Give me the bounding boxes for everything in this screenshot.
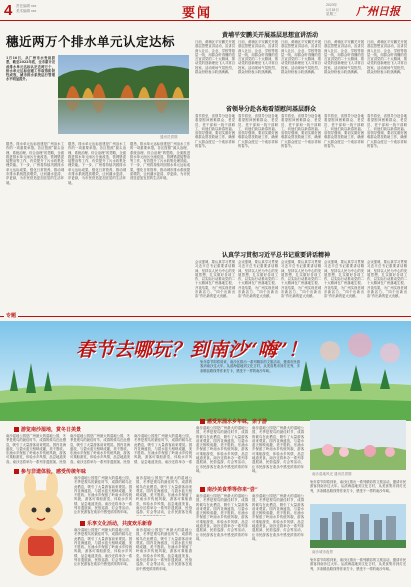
article3-col3: 春节将至，省领导分赴各地看望慰问困难群众、老党员、老干部和一线干部职工，向他们致以新春祝福。省领导强调，要切实做好困难群众帮扶救助工作，确保广大群众度过一个欢乐祥和的春节。	[281, 114, 321, 149]
article1-lead: 1月16日，从广州市水务局获悉，截至2022年底，全市累计完成排水单元达标认定近两万个，排水单元达标创建工作取得阶段性成效，城市排水系统运行管理水平明显提升。	[6, 56, 55, 82]
bullet-icon	[14, 469, 19, 474]
editor-info: 责任编辑 xxx 美术编辑 xxx	[16, 4, 37, 13]
feature-sub-heading-3: 乐享文化活动，共度欢乐新春	[80, 520, 152, 527]
feature-sub-heading-1: 游览南沙湿地，赏冬日美景	[14, 426, 81, 433]
article2-col4: 日前，黄埔区平安鹏关开展基层思想宣讲活动，宣讲员深入社区、企业、学校等基层一线，用群众听得懂的语言宣讲党的二十大精神，推动党的创新理论飞入寻常百姓家。活动现场气氛热烈，群众纷纷表示收获满满。	[324, 40, 364, 75]
article3-col4: 春节将至，省领导分赴各地看望慰问困难群众、老党员、老干部和一线干部职工，向他们致以新春祝福。省领导强调，要切实做好困难群众帮扶救助工作，确保广大群众度过一个欢乐祥和的春节。	[324, 114, 364, 149]
article2-col2: 日前，黄埔区平安鹏关开展基层思想宣讲活动，宣讲员深入社区、企业、学校等基层一线，用群众听得懂的语言宣讲党的二十大精神，推动党的创新理论飞入寻常百姓家。活动现场气氛热烈，群众纷纷表示收获满满。	[238, 40, 278, 75]
feature-col-b2: 南沙湿地公园是广州最大的湿地公园，冬季是观鸟的最佳时节，成群的候鸟在此栖息，吸引了大量游客前来观赏。园内花海盛放，与碧水蓝天相映成趣，美不胜收。东涌水乡保留了岭南水乡传统风貌，游客可乘船游览，体验水乡风情，品尝地道美食。南沙还将举办一系列非遗展演、民俗巡游、灯会等活动，让市民游客在欢	[136, 476, 192, 515]
feature-sub-heading-4: 感受东涌水乡年味，亲子游	[200, 418, 267, 425]
bullet-icon	[80, 521, 85, 526]
feature-col-f2: 兔年春节即将到来，南沙区推出一系列精彩的文旅活动，邀请市民游客到南沙过大年。从滨海湿地到文化古村，从美食集市到灯光秀，多条精品路线等你来打卡，感受不一样的南沙年味。	[310, 558, 406, 571]
river-park-photo	[58, 55, 189, 134]
feature-col-f1: 兔年春节即将到来，南沙区推出一系列精彩的文旅活动，邀请市民游客到南沙过大年。从滨海湿地到文化古村，从美食集市到灯光秀，多条精品路线等你来打卡，感受不一样的南沙年味。	[310, 480, 406, 493]
bullet-icon	[200, 419, 205, 424]
section-title: 要闻	[182, 6, 213, 21]
photo-credit: 通讯员供图	[160, 135, 178, 139]
page-header	[0, 0, 411, 21]
feature-title: 春节去哪玩？到南沙“嗨”！	[76, 339, 307, 361]
page-number: 4	[4, 2, 13, 19]
article2-col5: 日前，黄埔区平安鹏关开展基层思想宣讲活动，宣讲员深入社区、企业、学校等基层一线，用群众听得懂的语言宣讲党的二十大精神，推动党的创新理论飞入寻常百姓家。活动现场气氛热烈，群众纷纷表示收获满满。	[367, 40, 407, 75]
feature-tag: 专题	[6, 313, 17, 319]
feature-col-a1: 南沙湿地公园是广州最大的湿地公园，冬季是观鸟的最佳时节，成群的候鸟在此栖息，吸引了大量游客前来观赏。园内花海盛放，与碧水蓝天相映成趣，美不胜收。东涌水乡保留了岭南水乡传统风貌，游客可乘船游览，体验水乡风情，品尝地道美食。南沙还将举办一系列非遗展演、民俗	[6, 434, 66, 464]
section-divider	[0, 316, 411, 317]
feature-col-b1: 南沙湿地公园是广州最大的湿地公园，冬季是观鸟的最佳时节，成群的候鸟在此栖息，吸引了大量游客前来观赏。园内花海盛放，与碧水蓝天相映成趣，美不胜收。东涌水乡保留了岭南水乡传统风貌，游客可乘船游览，体验水乡风情，品尝地道美食。南沙还将举办一系列非遗展演、民俗巡游、灯会等活动，让市民游客在欢乐中感受浓浓的年味。	[74, 476, 132, 515]
feature-col-c2: 南沙湿地公园是广州最大的湿地公园，冬季是观鸟的最佳时节，成群的候鸟在此栖息，吸引了大量游客前来观赏。园内花海盛放，与碧水蓝天相映成趣，美不胜收。东涌水乡保留了岭南水乡传统风貌，游客可乘船游览，体验水乡风情，品尝地道美食。南沙还将举办一系列非遗展演、民俗巡游、灯会等活动，让市民游客在欢乐中感受浓浓的年味。	[136, 528, 192, 571]
article3-col2: 春节将至，省领导分赴各地看望慰问困难群众、老党员、老干部和一线干部职工，向他们致以新春祝福。省领导强调，要切实做好困难群众帮扶救助工作，确保广大群众度过一个欢乐祥和的春节。	[238, 114, 278, 149]
newspaper-logo: 广州日报	[356, 5, 400, 18]
article2-title: 黄埔平安鹏关开展基层思想宣讲活动	[222, 32, 319, 39]
date-info: 2023年 1月18日 星期三	[326, 3, 339, 16]
rabbit-mascot-illustration	[10, 470, 72, 578]
article4-col1: 会议强调，要认真学习贯彻习近平总书记重要讲话精神，坚持以人民为中心的发展思想，扎实做好各项工作，以实际行动推动党的二十大精神在广州落地生根、开花结果，为广州实现老城市新活力、“四个出新出彩”作出新的更大贡献。	[195, 260, 235, 299]
article2-col1: 日前，黄埔区平安鹏关开展基层思想宣讲活动，宣讲员深入社区、企业、学校等基层一线，用群众听得懂的语言宣讲党的二十大精神，推动党的创新理论飞入寻常百姓家。活动现场气氛热烈，群众纷纷表示收获满满。	[195, 40, 235, 75]
article1-col3: 据悉，排水单元达标创建是广州治水工作的一项重要举措。各区按照“源头治理、系统治理、综合治理”的思路，全面推进排水单元雨污分流改造、管网错混接整治等工作，有效提升了污水收集处理效能。下一步，广州将持续巩固排水单元达标成果，强化日常管养，推动城市排水系统提质增效，让河湖水更清、岸更绿，为市民营造更加宜居的生活环境。	[130, 142, 190, 181]
article1-col2: 据悉，排水单元达标创建是广州治水工作的一项重要举措。各区按照“源头治理、系统治理、综合治理”的思路，全面推进排水单元雨污分流改造、管网错混接整治等工作，有效提升了污水收集处理效能。下一步，广州将持续巩固排水单元达标成果，强化日常管养，推动城市排水系统提质增效，让河湖水更清、岸更绿，为市民营造更加宜居的生活环境。	[68, 142, 126, 185]
bullet-icon	[200, 487, 205, 492]
feature-lead: 兔年春节即将到来，南沙区推出一系列精彩的文旅活动，邀请市民游客到南沙过大年。从滨海湿地到文化古村，从美食集市到灯光秀，多条精品路线等你来打卡，感受不一样的南沙年味。	[200, 360, 300, 373]
article3-col5: 春节将至，省领导分赴各地看望慰问困难群众、老党员、老干部和一线干部职工，向他们致以新春祝福。省领导强调，要切实做好困难群众帮扶救助工作，确保广大群众度过一个欢乐祥和的春节。	[367, 114, 407, 149]
article4-col4: 会议强调，要认真学习贯彻习近平总书记重要讲话精神，坚持以人民为中心的发展思想，扎实做好各项工作，以实际行动推动党的二十大精神在广州落地生根、开花结果，为广州实现老城市新活力、“四个出新出彩”作出新的更大贡献。	[324, 260, 364, 299]
feature-col-c1: 南沙湿地公园是广州最大的湿地公园，冬季是观鸟的最佳时节，成群的候鸟在此栖息，吸引了大量游客前来观赏。园内花海盛放，与碧水蓝天相映成趣，美不胜收。东涌水乡保留了岭南水乡传统风貌，游客可乘船游览，体验水乡风情，品尝地道美食。南沙还将举办一系列非遗展演、民俗巡游、灯会等活动，让市民游客在欢乐中感受浓浓的年味。	[74, 528, 132, 567]
article2-col3: 日前，黄埔区平安鹏关开展基层思想宣讲活动，宣讲员深入社区、企业、学校等基层一线，用群众听得懂的语言宣讲党的二十大精神，推动党的创新理论飞入寻常百姓家。活动现场气氛热烈，群众纷纷表示收获满满。	[281, 40, 321, 75]
feature-col-a3: 南沙湿地公园是广州最大的湿地公园，冬季是观鸟的最佳时节，成群的候鸟在此栖息，吸引了大量游客前来观赏。园内花海盛放，与碧水蓝天相映成趣，美不胜收。东涌水乡保留了岭南水乡传统风貌，游客可乘船游览，体验水乡风情，品尝地道美食。南沙还将举办一系	[134, 434, 192, 464]
photo-caption-1: 南沙湿地风光 通讯员供图	[312, 472, 352, 476]
feature-col-e1: 南沙湿地公园是广州最大的湿地公园，冬季是观鸟的最佳时节，成群的候鸟在此栖息，吸引了大量游客前来观赏。园内花海盛放，与碧水蓝天相映成趣，美不胜收。东涌水乡保留了岭南水乡传统风貌，游客可乘船游览，体验水乡风情，品尝地道美食。南沙还将举办一系列非遗展演、民俗巡游、灯会等活动，让市民游客在欢乐中感受浓浓的年味。	[196, 494, 248, 541]
article4-col5: 会议强调，要认真学习贯彻习近平总书记重要讲话精神，坚持以人民为中心的发展思想，扎实做好各项工作，以实际行动推动党的二十大精神在广州落地生根、开花结果，为广州实现老城市新活力、“四个出新出彩”作出新的更大贡献。	[367, 260, 407, 299]
feature-col-e2: 南沙湿地公园是广州最大的湿地公园，冬季是观鸟的最佳时节，成群的候鸟在此栖息，吸引了大量游客前来观赏。园内花海盛放，与碧水蓝天相映成趣，美不胜收。东涌水乡保留了岭南水乡传统风貌，游客可乘船游览，体验水乡风情，品尝地道美食。南沙还将举办一系列非遗展演、民俗巡游、灯会等活动，让市民游客在欢乐中感受浓浓的年味。	[252, 494, 304, 541]
bullet-icon	[14, 427, 19, 432]
feature-sub-heading-5: 南沙美食季等你来“尝”	[200, 486, 258, 493]
article1-title: 穗近两万个排水单元认定达标	[6, 34, 176, 49]
feature-sub-heading-2: 参与非遗体验，感受传统年味	[14, 468, 86, 475]
wetland-photo	[310, 420, 406, 470]
city-photo	[310, 504, 406, 548]
feature-col-d1: 南沙湿地公园是广州最大的湿地公园，冬季是观鸟的最佳时节，成群的候鸟在此栖息，吸引了大量游客前来观赏。园内花海盛放，与碧水蓝天相映成趣，美不胜收。东涌水乡保留了岭南水乡传统风貌，游客可乘船游览，体验水乡风情，品尝地道美食。南沙还将举办一系列非遗展演、民俗巡游、灯会等活动，让市民游客在欢乐中感受浓浓的年味。	[196, 426, 248, 473]
article4-title: 认真学习贯彻习近平总书记重要讲话精神	[222, 252, 331, 259]
feature-col-a2: 南沙湿地公园是广州最大的湿地公园，冬季是观鸟的最佳时节，成群的候鸟在此栖息，吸引了大量游客前来观赏。园内花海盛放，与碧水蓝天相映成趣，美不胜收。东涌水乡保留了岭南水乡传统风貌，游客可乘船游览，体验水乡风情，品尝地道美食。南沙还将举办一系列非遗展演、民俗	[70, 434, 130, 464]
article3-title: 省领导分赴各地看望慰问基层群众	[226, 106, 317, 113]
article4-col2: 会议强调，要认真学习贯彻习近平总书记重要讲话精神，坚持以人民为中心的发展思想，扎实做好各项工作，以实际行动推动党的二十大精神在广州落地生根、开花结果，为广州实现老城市新活力、“四个出新出彩”作出新的更大贡献。	[238, 260, 278, 299]
article1-col1: 据悉，排水单元达标创建是广州治水工作的一项重要举措。各区按照“源头治理、系统治理、综合治理”的思路，全面推进排水单元雨污分流改造、管网错混接整治等工作，有效提升了污水收集处理效能。下一步，广州将持续巩固排水单元达标成果，强化日常管养，推动城市排水系统提质增效，让河湖水更清、岸更绿，为市民营造更加宜居的生活环境。	[6, 142, 64, 185]
feature-col-d2: 南沙湿地公园是广州最大的湿地公园，冬季是观鸟的最佳时节，成群的候鸟在此栖息，吸引了大量游客前来观赏。园内花海盛放，与碧水蓝天相映成趣，美不胜收。东涌水乡保留了岭南水乡传统风貌，游客可乘船游览，体验水乡风情，品尝地道美食。南沙还将举办一系列非遗展演、民俗巡游、灯会等活动，让市民游客在欢乐中感受浓浓的年味。	[252, 426, 304, 473]
article4-col3: 会议强调，要认真学习贯彻习近平总书记重要讲话精神，坚持以人民为中心的发展思想，扎实做好各项工作，以实际行动推动党的二十大精神在广州落地生根、开花结果，为广州实现老城市新活力、“四个出新出彩”作出新的更大贡献。	[281, 260, 321, 299]
article3-col1: 春节将至，省领导分赴各地看望慰问困难群众、老党员、老干部和一线干部职工，向他们致以新春祝福。省领导强调，要切实做好困难群众帮扶救助工作，确保广大群众度过一个欢乐祥和的春节。	[195, 114, 235, 149]
photo-caption-2: 南沙城市夜景	[312, 550, 333, 554]
